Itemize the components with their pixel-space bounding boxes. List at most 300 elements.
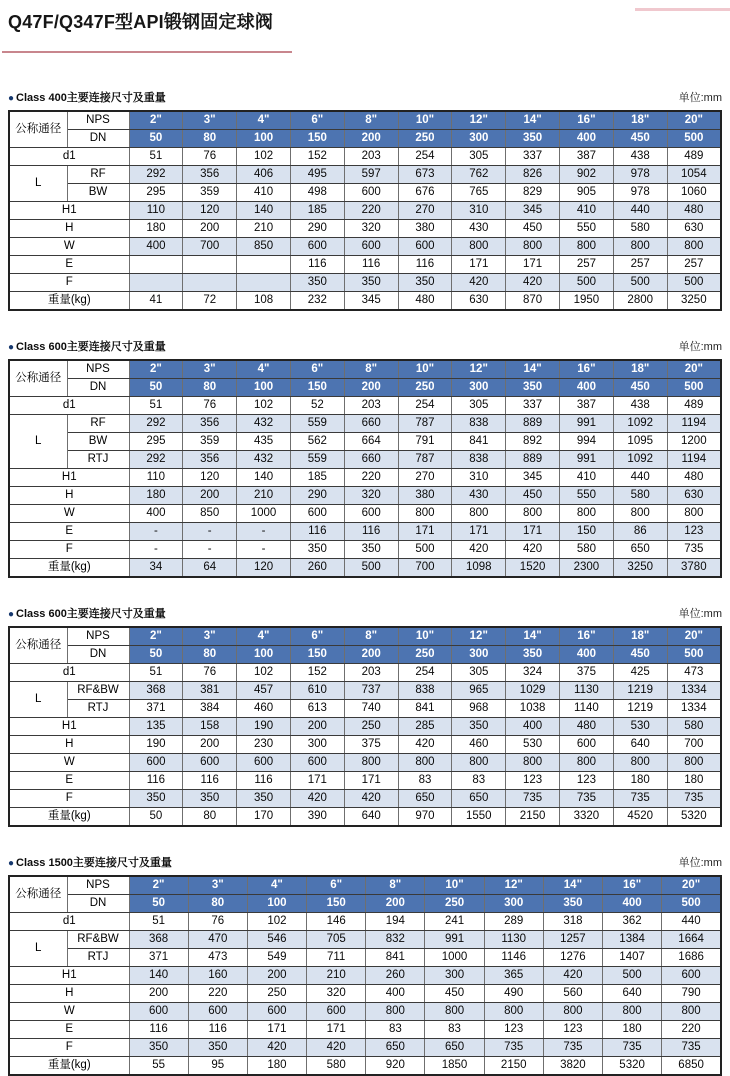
value-cell: 1038 [506, 700, 560, 718]
value-cell: 1130 [484, 931, 543, 949]
table-row [9, 148, 721, 166]
dn-value: 200 [344, 130, 398, 148]
value-cell: 473 [667, 664, 721, 682]
value-cell: 3780 [667, 559, 721, 578]
nps-value: 6" [290, 627, 344, 646]
value-cell: 220 [662, 1021, 721, 1039]
value-cell: 1000 [425, 949, 484, 967]
row-label: E [9, 256, 129, 274]
row-label: RF&BW [67, 931, 129, 949]
value-cell: 800 [506, 754, 560, 772]
value-cell: 600 [344, 238, 398, 256]
dn-value: 500 [667, 646, 721, 664]
value-cell: 829 [506, 184, 560, 202]
dn-label: DN [67, 379, 129, 397]
value-cell: 457 [237, 682, 291, 700]
value-cell: 1029 [506, 682, 560, 700]
table-header-row [9, 646, 721, 664]
value-cell: 500 [344, 559, 398, 578]
value-cell: 450 [506, 487, 560, 505]
section-header [8, 338, 722, 359]
value-cell: 350 [290, 541, 344, 559]
value-cell: 270 [398, 469, 452, 487]
value-cell: 290 [290, 487, 344, 505]
value-cell: 387 [560, 148, 614, 166]
value-cell: 500 [560, 274, 614, 292]
dn-value: 150 [307, 895, 366, 913]
value-cell: - [237, 541, 291, 559]
dn-label: DN [67, 646, 129, 664]
value-cell: 470 [188, 931, 247, 949]
value-cell: 350 [129, 1039, 188, 1057]
value-cell: 580 [307, 1057, 366, 1076]
bullet-icon: ● [8, 609, 15, 620]
dimensions-table [8, 110, 722, 311]
value-cell: 102 [247, 913, 306, 931]
value-cell: 350 [398, 274, 452, 292]
nps-value: 8" [366, 876, 425, 895]
value-cell: 440 [613, 469, 667, 487]
value-cell: 180 [613, 772, 667, 790]
dn-value: 350 [506, 130, 560, 148]
value-cell: 489 [667, 148, 721, 166]
table-row [9, 985, 721, 1003]
nps-value: 6" [290, 360, 344, 379]
value-cell: 800 [662, 1003, 721, 1021]
value-cell: 473 [188, 949, 247, 967]
value-cell: 368 [129, 931, 188, 949]
unit-label: 单位:mm [678, 341, 722, 353]
value-cell: 180 [603, 1021, 662, 1039]
value-cell: 180 [129, 220, 183, 238]
value-cell: 171 [506, 256, 560, 274]
value-cell: 350 [237, 790, 291, 808]
table-row [9, 1003, 721, 1021]
value-cell: 83 [425, 1021, 484, 1039]
value-cell: 800 [603, 1003, 662, 1021]
value-cell: 116 [183, 772, 237, 790]
value-cell: 3820 [543, 1057, 602, 1076]
value-cell: 425 [613, 664, 667, 682]
value-cell: 200 [290, 718, 344, 736]
value-cell: 116 [188, 1021, 247, 1039]
value-cell [183, 256, 237, 274]
value-cell: 1686 [662, 949, 721, 967]
nps-value: 20" [662, 876, 721, 895]
value-cell: 676 [398, 184, 452, 202]
value-cell: 350 [452, 718, 506, 736]
value-cell: 1550 [452, 808, 506, 827]
nps-value: 3" [183, 111, 237, 130]
value-cell: 965 [452, 682, 506, 700]
nps-label: NPS [67, 876, 129, 895]
value-cell: 171 [307, 1021, 366, 1039]
value-cell: 800 [613, 238, 667, 256]
table-row [9, 292, 721, 311]
value-cell: 270 [398, 202, 452, 220]
value-cell: 220 [188, 985, 247, 1003]
spec-section-1 [8, 89, 722, 311]
value-cell: 76 [183, 664, 237, 682]
value-cell: 203 [344, 148, 398, 166]
row-label: H1 [9, 469, 129, 487]
table-row [9, 166, 721, 184]
row-label: d1 [9, 148, 129, 166]
value-cell: 1140 [560, 700, 614, 718]
value-cell: 902 [560, 166, 614, 184]
nps-value: 10" [398, 111, 452, 130]
value-cell: 305 [452, 397, 506, 415]
row-label: 重量(kg) [9, 1057, 129, 1076]
value-cell: 200 [183, 487, 237, 505]
value-cell: 800 [667, 505, 721, 523]
value-cell: 102 [237, 397, 291, 415]
dn-value: 500 [662, 895, 721, 913]
value-cell: 86 [613, 523, 667, 541]
table-row [9, 1039, 721, 1057]
table-row [9, 202, 721, 220]
value-cell: 791 [398, 433, 452, 451]
nps-value: 2" [129, 876, 188, 895]
value-cell: 356 [183, 415, 237, 433]
nps-value: 18" [613, 360, 667, 379]
value-cell: 102 [237, 664, 291, 682]
row-label: F [9, 541, 129, 559]
value-cell: 787 [398, 415, 452, 433]
row-label: d1 [9, 397, 129, 415]
value-cell: 171 [506, 523, 560, 541]
value-cell: 83 [366, 1021, 425, 1039]
table-row [9, 256, 721, 274]
value-cell: 380 [398, 220, 452, 238]
value-cell: 171 [290, 772, 344, 790]
value-cell: 1130 [560, 682, 614, 700]
value-cell: 800 [398, 754, 452, 772]
table-row [9, 397, 721, 415]
table-row [9, 238, 721, 256]
table-row [9, 718, 721, 736]
row-label: E [9, 772, 129, 790]
value-cell: 3250 [667, 292, 721, 311]
value-cell: 435 [237, 433, 291, 451]
dn-value: 100 [237, 646, 291, 664]
value-cell: 3250 [613, 559, 667, 578]
value-cell: 450 [425, 985, 484, 1003]
table-row [9, 451, 721, 469]
nps-value: 16" [560, 111, 614, 130]
value-cell: 1092 [613, 451, 667, 469]
value-cell: 800 [452, 754, 506, 772]
table-row [9, 700, 721, 718]
section-title-text: Class 600主要连接尺寸及重量 [16, 608, 166, 620]
value-cell: 120 [183, 469, 237, 487]
value-cell: 203 [344, 664, 398, 682]
value-cell: 123 [667, 523, 721, 541]
value-cell: 371 [129, 949, 188, 967]
nps-value: 6" [290, 111, 344, 130]
value-cell: 800 [484, 1003, 543, 1021]
unit-label: 单位:mm [678, 857, 722, 869]
table-row [9, 469, 721, 487]
value-cell: 257 [613, 256, 667, 274]
value-cell: 375 [344, 736, 398, 754]
value-cell: 600 [662, 967, 721, 985]
value-cell: 1334 [667, 700, 721, 718]
value-cell: 135 [129, 718, 183, 736]
dn-value: 500 [667, 130, 721, 148]
table-row [9, 772, 721, 790]
title-divider [2, 51, 292, 53]
value-cell: 600 [290, 505, 344, 523]
value-cell: 200 [183, 736, 237, 754]
value-cell: 410 [560, 469, 614, 487]
diameter-label: 公称通径 [9, 360, 67, 397]
row-label: E [9, 1021, 129, 1039]
value-cell: 220 [344, 469, 398, 487]
value-cell: 380 [398, 487, 452, 505]
dn-value: 80 [183, 379, 237, 397]
dn-value: 450 [613, 646, 667, 664]
row-label: 重量(kg) [9, 292, 129, 311]
nps-value: 3" [183, 360, 237, 379]
nps-value: 2" [129, 360, 183, 379]
value-cell: 257 [560, 256, 614, 274]
value-cell: 640 [603, 985, 662, 1003]
value-cell: 600 [237, 754, 291, 772]
value-cell: 530 [613, 718, 667, 736]
value-cell: 152 [290, 148, 344, 166]
bullet-icon: ● [8, 858, 15, 869]
section-title [8, 854, 172, 870]
row-label: RF [67, 166, 129, 184]
value-cell: 200 [129, 985, 188, 1003]
value-cell: 550 [560, 220, 614, 238]
dn-value: 100 [247, 895, 306, 913]
value-cell: 1850 [425, 1057, 484, 1076]
row-label: RF&BW [67, 682, 129, 700]
value-cell: 305 [452, 664, 506, 682]
dn-value: 300 [452, 379, 506, 397]
dn-value: 500 [667, 379, 721, 397]
value-cell: 50 [129, 808, 183, 827]
value-cell: 1407 [603, 949, 662, 967]
value-cell: 210 [307, 967, 366, 985]
value-cell: 310 [452, 202, 506, 220]
unit-label: 单位:mm [678, 608, 722, 620]
value-cell: 1219 [613, 700, 667, 718]
value-cell: 290 [290, 220, 344, 238]
value-cell: 2300 [560, 559, 614, 578]
dn-label: DN [67, 130, 129, 148]
value-cell: 978 [613, 166, 667, 184]
value-cell: 410 [560, 202, 614, 220]
value-cell: 420 [452, 541, 506, 559]
value-cell: 800 [398, 505, 452, 523]
row-label: 重量(kg) [9, 808, 129, 827]
row-label: W [9, 238, 129, 256]
value-cell: 171 [452, 256, 506, 274]
value-cell: 210 [237, 220, 291, 238]
section-title-text: Class 1500主要连接尺寸及重量 [16, 857, 172, 869]
value-cell: 200 [247, 967, 306, 985]
value-cell: 300 [290, 736, 344, 754]
value-cell: 440 [613, 202, 667, 220]
value-cell: 4520 [613, 808, 667, 827]
dn-value: 400 [560, 646, 614, 664]
value-cell: 1276 [543, 949, 602, 967]
value-cell: 800 [506, 505, 560, 523]
value-cell: - [183, 523, 237, 541]
value-cell: 152 [290, 664, 344, 682]
value-cell: 800 [452, 505, 506, 523]
dimensions-table [8, 875, 722, 1076]
value-cell: 116 [237, 772, 291, 790]
value-cell: 650 [452, 790, 506, 808]
nps-value: 16" [560, 627, 614, 646]
dn-value: 300 [452, 130, 506, 148]
value-cell: 826 [506, 166, 560, 184]
dn-value: 50 [129, 646, 183, 664]
value-cell: 305 [452, 148, 506, 166]
value-cell: 735 [662, 1039, 721, 1057]
value-cell: 1194 [667, 415, 721, 433]
dn-value: 100 [237, 130, 291, 148]
value-cell: 970 [398, 808, 452, 827]
value-cell: 250 [344, 718, 398, 736]
value-cell: 350 [344, 541, 398, 559]
bullet-icon: ● [8, 342, 15, 353]
value-cell: 660 [344, 451, 398, 469]
value-cell: 498 [290, 184, 344, 202]
value-cell: 381 [183, 682, 237, 700]
table-row [9, 487, 721, 505]
value-cell: 116 [344, 256, 398, 274]
section-header [8, 89, 722, 110]
value-cell: 123 [506, 772, 560, 790]
value-cell: 838 [452, 451, 506, 469]
value-cell: 735 [506, 790, 560, 808]
value-cell: 664 [344, 433, 398, 451]
value-cell: 600 [247, 1003, 306, 1021]
value-cell: 64 [183, 559, 237, 578]
value-cell: 991 [560, 415, 614, 433]
nps-value: 2" [129, 111, 183, 130]
table-header-row [9, 876, 721, 895]
value-cell: 640 [344, 808, 398, 827]
value-cell: 110 [129, 202, 183, 220]
group-label: L [9, 166, 67, 202]
value-cell: 116 [129, 772, 183, 790]
value-cell: 450 [506, 220, 560, 238]
dn-value: 350 [506, 646, 560, 664]
value-cell: 850 [237, 238, 291, 256]
nps-value: 8" [344, 627, 398, 646]
dn-value: 200 [344, 646, 398, 664]
value-cell: 180 [129, 487, 183, 505]
dn-value: 250 [398, 379, 452, 397]
value-cell: 390 [290, 808, 344, 827]
table-row [9, 967, 721, 985]
table-row [9, 505, 721, 523]
value-cell: 337 [506, 397, 560, 415]
dn-value: 300 [484, 895, 543, 913]
value-cell: 120 [183, 202, 237, 220]
value-cell: 410 [237, 184, 291, 202]
value-cell: 203 [344, 397, 398, 415]
value-cell: 420 [398, 736, 452, 754]
value-cell: 295 [129, 433, 183, 451]
value-cell: 550 [560, 487, 614, 505]
value-cell: 345 [506, 202, 560, 220]
value-cell: 116 [398, 256, 452, 274]
row-label: H1 [9, 202, 129, 220]
value-cell: 800 [560, 505, 614, 523]
group-label: L [9, 682, 67, 718]
value-cell: 140 [237, 469, 291, 487]
page-edge-decoration [635, 8, 730, 11]
value-cell: 800 [613, 505, 667, 523]
nps-value: 12" [452, 111, 506, 130]
value-cell: 185 [290, 469, 344, 487]
row-label: RF [67, 415, 129, 433]
value-cell: 1098 [452, 559, 506, 578]
value-cell: 560 [543, 985, 602, 1003]
row-label: BW [67, 184, 129, 202]
value-cell: 889 [506, 451, 560, 469]
value-cell: 740 [344, 700, 398, 718]
row-label: F [9, 274, 129, 292]
nps-value: 10" [425, 876, 484, 895]
value-cell: 787 [398, 451, 452, 469]
value-cell: 76 [188, 913, 247, 931]
value-cell: 562 [290, 433, 344, 451]
value-cell: 480 [667, 202, 721, 220]
table-row [9, 415, 721, 433]
value-cell: 375 [560, 664, 614, 682]
nps-value: 16" [603, 876, 662, 895]
value-cell: 735 [613, 790, 667, 808]
value-cell: 420 [344, 790, 398, 808]
nps-value: 20" [667, 627, 721, 646]
value-cell: 530 [506, 736, 560, 754]
value-cell: 600 [344, 505, 398, 523]
table-row [9, 913, 721, 931]
nps-value: 16" [560, 360, 614, 379]
nps-value: 4" [237, 627, 291, 646]
dn-value: 50 [129, 379, 183, 397]
value-cell: 800 [613, 754, 667, 772]
value-cell: 673 [398, 166, 452, 184]
value-cell: 920 [366, 1057, 425, 1076]
value-cell: 432 [237, 451, 291, 469]
value-cell: 2150 [484, 1057, 543, 1076]
value-cell: 55 [129, 1057, 188, 1076]
value-cell: 580 [613, 487, 667, 505]
value-cell: 800 [560, 238, 614, 256]
dn-value: 400 [560, 130, 614, 148]
value-cell: 838 [452, 415, 506, 433]
table-header-row [9, 627, 721, 646]
value-cell: 978 [613, 184, 667, 202]
value-cell: 254 [398, 397, 452, 415]
nps-value: 6" [307, 876, 366, 895]
value-cell: 292 [129, 451, 183, 469]
value-cell: 241 [425, 913, 484, 931]
value-cell: 600 [183, 754, 237, 772]
value-cell: 180 [667, 772, 721, 790]
section-header [8, 854, 722, 875]
table-row [9, 790, 721, 808]
